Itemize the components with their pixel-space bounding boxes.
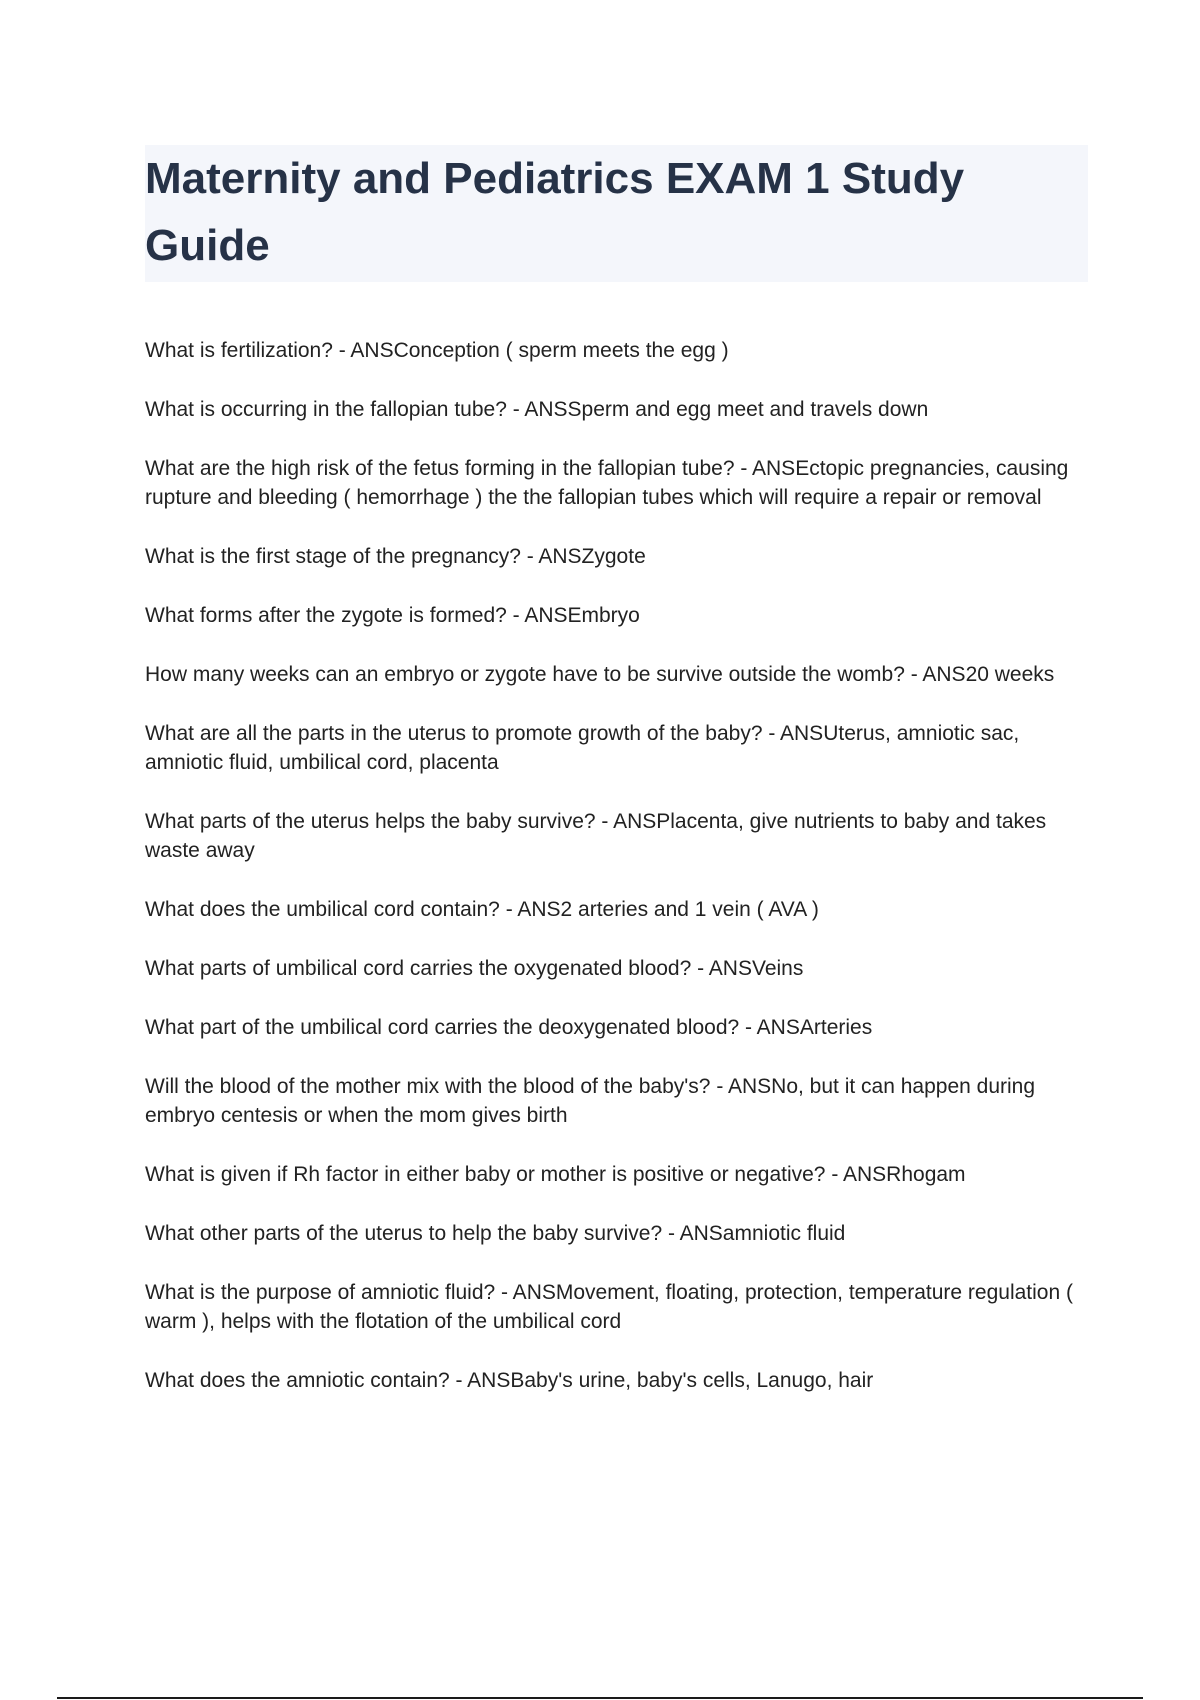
qa-item-12: Will the blood of the mother mix with the blood of the baby's? - ANSNo, but it can happen during embryo centesis or when the mom gives birth: [145, 1075, 1036, 1127]
qa-item-2: What is occurring in the fallopian tube? - ANSSperm and egg meet and travels down: [145, 398, 929, 421]
qa-item-3: What are the high risk of the fetus forming in the fallopian tube? - ANSEctopic pregnancies, causing rupture and bleeding ( hemorrhage ) the the fallopian tubes which will require a repair or removal: [145, 457, 1069, 509]
qa-item-11: What part of the umbilical cord carries the deoxygenated blood? - ANSArteries: [145, 1016, 873, 1039]
qa-item-9: What does the umbilical cord contain? - ANS2 arteries and 1 vein ( AVA ): [145, 898, 819, 921]
footer-divider: [57, 1697, 1143, 1699]
qa-item-7: What are all the parts in the uterus to promote growth of the baby? - ANSUterus, amniotic sac, amniotic fluid, umbilical cord, placenta: [145, 722, 1020, 774]
qa-item-4: What is the first stage of the pregnancy? - ANSZygote: [145, 545, 646, 568]
title-block: [145, 145, 1088, 282]
qa-item-10: What parts of umbilical cord carries the oxygenated blood? - ANSVeins: [145, 957, 804, 980]
qa-item-1: What is fertilization? - ANSConception ( sperm meets the egg ): [145, 339, 729, 362]
qa-item-5: What forms after the zygote is formed? - ANSEmbryo: [145, 604, 640, 627]
qa-list: [145, 336, 1090, 1425]
page-title: Maternity and Pediatrics EXAM 1 Study Guide: [145, 154, 965, 270]
qa-item-6: How many weeks can an embryo or zygote have to be survive outside the womb? - ANS20 weeks: [145, 663, 1055, 686]
qa-item-8: What parts of the uterus helps the baby survive? - ANSPlacenta, give nutrients to baby and takes waste away: [145, 810, 1047, 862]
qa-item-15: What is the purpose of amniotic fluid? - ANSMovement, floating, protection, temperature regulation ( warm ), helps with the flotation of the umbilical cord: [145, 1281, 1073, 1333]
qa-item-16: What does the amniotic contain? - ANSBaby's urine, baby's cells, Lanugo, hair: [145, 1369, 874, 1392]
qa-item-13: What is given if Rh factor in either baby or mother is positive or negative? - ANSRhogam: [145, 1163, 966, 1186]
qa-item-14: What other parts of the uterus to help the baby survive? - ANSamniotic fluid: [145, 1222, 846, 1245]
